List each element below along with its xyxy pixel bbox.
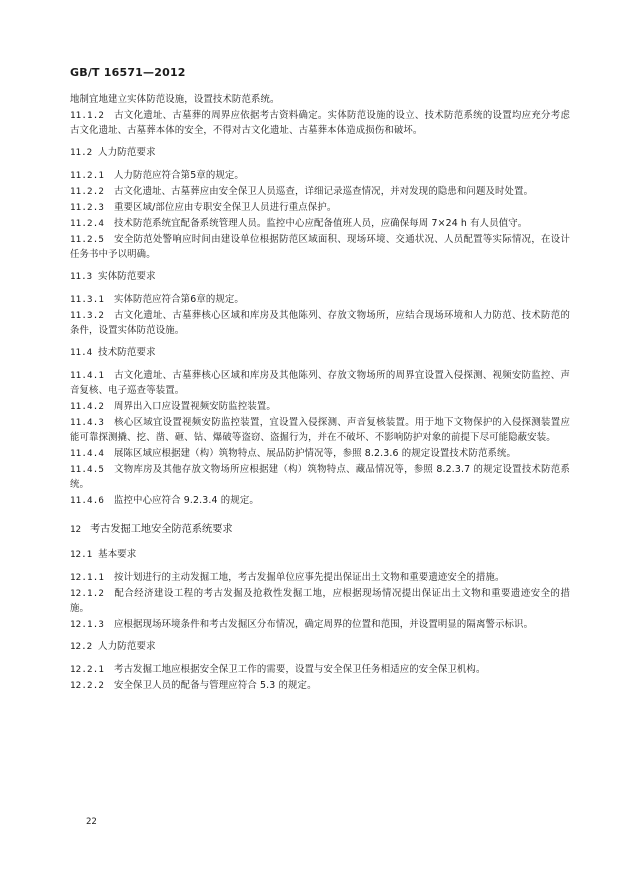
- clause-paragraph: [70, 446, 570, 461]
- clause-paragraph: [70, 308, 570, 338]
- clause-number: 11.3.1: [70, 294, 105, 305]
- clause-paragraph: [70, 168, 570, 183]
- clause-paragraph: [70, 399, 570, 414]
- document-body: [70, 92, 570, 694]
- clause-paragraph: [70, 200, 570, 215]
- clause-number: 12.2: [70, 641, 93, 652]
- clause-paragraph: [70, 617, 570, 632]
- clause-paragraph: [70, 678, 570, 693]
- clause-paragraph: [70, 462, 570, 492]
- clause-text: 人力防范应符合第5章的规定。: [114, 170, 244, 181]
- subsection-heading: [70, 547, 570, 562]
- clause-text: 地制宜地建立实体防范设施，设置技术防范系统。: [70, 94, 280, 105]
- clause-paragraph: [70, 415, 570, 445]
- clause-paragraph: [70, 184, 570, 199]
- clause-paragraph: [70, 216, 570, 231]
- clause-text: 监控中心应符合 9.2.3.4 的规定。: [114, 495, 259, 506]
- clause-number: 12.1.2: [70, 588, 105, 599]
- clause-text: 技术防范系统宜配备系统管理人员。监控中心应配备值班人员，应确保每周 7×24 h 有人员值守。: [114, 218, 528, 229]
- clause-text: 古文化遗址、古墓葬的周界应依据考古资料确定。实体防范设施的设立、技术防范系统的设置均应充分考虑古文化遗址、古墓葬本体的安全，不得对古文化遗址、古墓葬本体造成损伤和破坏。: [70, 110, 570, 136]
- clause-number: 11.2.3: [70, 202, 105, 213]
- clause-text: 核心区域宜设置视频安防监控装置，宜设置入侵探测、声音复核装置。用于地下文物保护的入侵探测装置应能可靠探测撬、挖、凿、砸、钻、爆破等盗窃、盗掘行为，并在不破坏、不影响防护对象的前提下尽可能隐蔽安装。: [70, 417, 570, 443]
- clause-number: 11.4.3: [70, 417, 105, 428]
- clause-text: 技术防范要求: [98, 347, 156, 358]
- clause-paragraph: [70, 570, 570, 585]
- clause-text: 古文化遗址、古墓葬核心区域和库房及其他陈列、存放文物场所，应结合现场环境和人力防范、技术防范的条件，设置实体防范设施。: [70, 310, 570, 336]
- clause-number: 11.3.2: [70, 310, 105, 321]
- clause-number: 12.1: [70, 549, 93, 560]
- clause-number: 12.1.3: [70, 619, 105, 630]
- clause-paragraph: [70, 232, 570, 262]
- clause-number: 11.2: [70, 147, 93, 158]
- clause-text: 展陈区域应根据建（构）筑物特点、展品防护情况等，参照 8.2.3.6 的规定设置技术防范系统。: [114, 448, 517, 459]
- clause-text: 按计划进行的主动发掘工地，考古发掘单位应事先提出保证出土文物和重要遗迹安全的措施。: [114, 572, 505, 583]
- clause-number: 11.4.6: [70, 495, 105, 506]
- clause-paragraph: [70, 108, 570, 138]
- subsection-heading: [70, 345, 570, 360]
- section-heading: [70, 522, 570, 537]
- clause-text: 安全保卫人员的配备与管理应符合 5.3 的规定。: [114, 680, 317, 691]
- clause-text: 配合经济建设工程的考古发掘及抢救性发掘工地，应根据现场情况提出保证出土文物和重要遗迹安全的措施。: [70, 588, 570, 614]
- clause-paragraph: [70, 368, 570, 398]
- subsection-heading: [70, 639, 570, 654]
- clause-number: 11.4.1: [70, 370, 105, 381]
- clause-text: 考古发掘工地安全防范系统要求: [90, 524, 233, 535]
- clause-text: 应根据现场环境条件和考古发掘区分布情况，确定周界的位置和范围，并设置明显的隔离警示标识。: [114, 619, 534, 630]
- clause-number: 11.4.5: [70, 464, 105, 475]
- page-number: 22: [86, 817, 97, 827]
- clause-text: 基本要求: [98, 549, 137, 560]
- standard-code: GB/T 16571—2012: [70, 66, 186, 79]
- clause-text: 古文化遗址、古墓葬核心区域和库房及其他陈列、存放文物场所的周界宜设置入侵探测、视频安防监控、声音复核、电子巡查等装置。: [70, 370, 570, 396]
- clause-number: 12: [70, 524, 82, 535]
- clause-paragraph: [70, 662, 570, 677]
- subsection-heading: [70, 269, 570, 284]
- clause-text: 古文化遗址、古墓葬应由安全保卫人员巡查，详细记录巡查情况，并对发现的隐患和问题及时处置。: [114, 186, 534, 197]
- clause-number: 12.2.2: [70, 680, 105, 691]
- clause-number: 11.2.1: [70, 170, 105, 181]
- clause-number: 11.4: [70, 347, 93, 358]
- clause-text: 实体防范要求: [98, 271, 156, 282]
- clause-number: 12.1.1: [70, 572, 105, 583]
- clause-paragraph: [70, 493, 570, 508]
- clause-text: 周界出入口应设置视频安防监控装置。: [114, 401, 276, 412]
- clause-number: 12.2.1: [70, 664, 105, 675]
- clause-text: 实体防范应符合第6章的规定。: [114, 294, 244, 305]
- clause-paragraph: [70, 92, 570, 107]
- clause-text: 人力防范要求: [98, 147, 156, 158]
- clause-number: 11.2.2: [70, 186, 105, 197]
- clause-text: 文物库房及其他存放文物场所应根据建（构）筑物特点、藏品情况等，参照 8.2.3.7 的规定设置技术防范系统。: [70, 464, 570, 490]
- clause-number: 11.2.4: [70, 218, 105, 229]
- clause-text: 考古发掘工地应根据安全保卫工作的需要，设置与安全保卫任务相适应的安全保卫机构。: [114, 664, 486, 675]
- clause-paragraph: [70, 292, 570, 307]
- clause-text: 安全防范处警响应时间由建设单位根据防范区域面积、现场环境、交通状况、人员配置等实际情况，在设计任务书中予以明确。: [70, 234, 570, 260]
- clause-number: 11.3: [70, 271, 93, 282]
- subsection-heading: [70, 145, 570, 160]
- clause-paragraph: [70, 586, 570, 616]
- clause-number: 11.4.4: [70, 448, 105, 459]
- clause-number: 11.1.2: [70, 110, 105, 121]
- clause-text: 重要区域/部位应由专职安全保卫人员进行重点保护。: [114, 202, 337, 213]
- clause-text: 人力防范要求: [98, 641, 156, 652]
- clause-number: 11.2.5: [70, 234, 105, 245]
- clause-number: 11.4.2: [70, 401, 105, 412]
